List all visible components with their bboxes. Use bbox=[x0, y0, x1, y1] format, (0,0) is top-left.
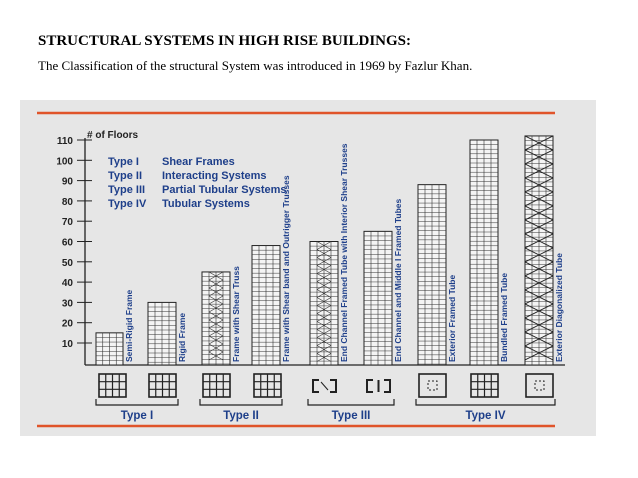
page-title: STRUCTURAL SYSTEMS IN HIGH RISE BUILDINGS: bbox=[38, 33, 412, 49]
group-label: Type IV bbox=[465, 410, 506, 422]
floor-plan-icon bbox=[471, 374, 498, 397]
type-groups bbox=[96, 399, 555, 422]
building-label: Bundled Framed Tube bbox=[499, 272, 509, 362]
group-bracket bbox=[96, 399, 178, 405]
plan-outline bbox=[526, 374, 553, 397]
building-bar bbox=[470, 140, 509, 365]
floor-plan-icon bbox=[419, 374, 446, 397]
building-label: Frame with Shear Truss bbox=[231, 266, 241, 362]
building-label: Exterior Diagonalized Tube bbox=[554, 253, 564, 362]
y-tick-label: 40 bbox=[61, 278, 73, 290]
legend-system: Shear Frames bbox=[162, 156, 235, 168]
building-bar bbox=[364, 198, 403, 365]
floor-plan-icon bbox=[203, 374, 230, 397]
legend-type: Type IV bbox=[108, 198, 147, 210]
legend-system: Tubular Systems bbox=[162, 198, 250, 210]
building-bar bbox=[202, 266, 241, 365]
y-tick-label: 90 bbox=[61, 176, 73, 188]
building-label: End Channel Framed Tube with Interior Shear Trusses bbox=[339, 143, 349, 362]
group-bracket bbox=[200, 399, 282, 405]
channel-shape bbox=[384, 380, 390, 392]
y-tick-label: 10 bbox=[61, 339, 73, 350]
building-bar bbox=[96, 289, 134, 365]
building-bar bbox=[525, 136, 564, 365]
y-ticks bbox=[56, 136, 92, 350]
legend-type: Type II bbox=[108, 170, 143, 182]
building-bar bbox=[252, 175, 291, 365]
y-tick-label: 20 bbox=[61, 318, 73, 330]
building-bar bbox=[148, 302, 187, 365]
building-label: Frame with Shear band and Outrigger Trusses bbox=[281, 175, 291, 362]
floor-plan-icon bbox=[99, 374, 126, 397]
group-label: Type II bbox=[223, 410, 259, 422]
interior-truss bbox=[321, 382, 328, 390]
group-bracket bbox=[308, 399, 394, 405]
figure-canvas bbox=[20, 100, 596, 436]
y-tick-label: 60 bbox=[61, 237, 73, 249]
floor-plan-icon bbox=[526, 374, 553, 397]
plan-core bbox=[428, 381, 437, 390]
legend-type: Type I bbox=[108, 156, 139, 168]
building-label: Rigid Frame bbox=[177, 312, 187, 362]
group-bracket bbox=[416, 399, 555, 405]
floor-plan-icon bbox=[367, 380, 390, 392]
plan-core bbox=[535, 381, 544, 390]
plan-outline bbox=[419, 374, 446, 397]
building-label: End Channel and Middle I Framed Tubes bbox=[393, 198, 403, 362]
building-bar bbox=[418, 185, 457, 365]
floor-plan-icon bbox=[149, 374, 176, 397]
floor-plan-icon bbox=[313, 380, 336, 392]
legend-system: Partial Tubular Systems bbox=[162, 184, 287, 196]
floor-plan-icon bbox=[254, 374, 281, 397]
axis-title: # of Floors bbox=[87, 130, 139, 141]
y-tick-label: 80 bbox=[61, 196, 73, 208]
building-label: Exterior Framed Tube bbox=[447, 274, 457, 362]
channel-shape bbox=[330, 380, 336, 392]
y-tick-label: 110 bbox=[56, 136, 73, 147]
y-tick-label: 50 bbox=[61, 257, 73, 269]
building-bar bbox=[310, 143, 349, 365]
structural-systems-figure bbox=[20, 100, 596, 436]
floor-plans bbox=[99, 374, 553, 397]
legend-type: Type III bbox=[108, 184, 146, 196]
y-tick-label: 70 bbox=[61, 217, 73, 229]
intro-text: The Classification of the structural System was introduced in 1969 by Fazlur Khan. bbox=[38, 58, 473, 73]
legend-system: Interacting Systems bbox=[162, 170, 267, 182]
channel-shape bbox=[367, 380, 373, 392]
channel-shape bbox=[313, 380, 319, 392]
y-tick-label: 30 bbox=[61, 298, 73, 310]
y-tick-label: 100 bbox=[56, 156, 73, 168]
legend bbox=[108, 156, 287, 210]
group-label: Type III bbox=[331, 410, 371, 422]
building-label: Semi-Rigid Frame bbox=[124, 289, 134, 362]
group-label: Type I bbox=[120, 410, 154, 422]
